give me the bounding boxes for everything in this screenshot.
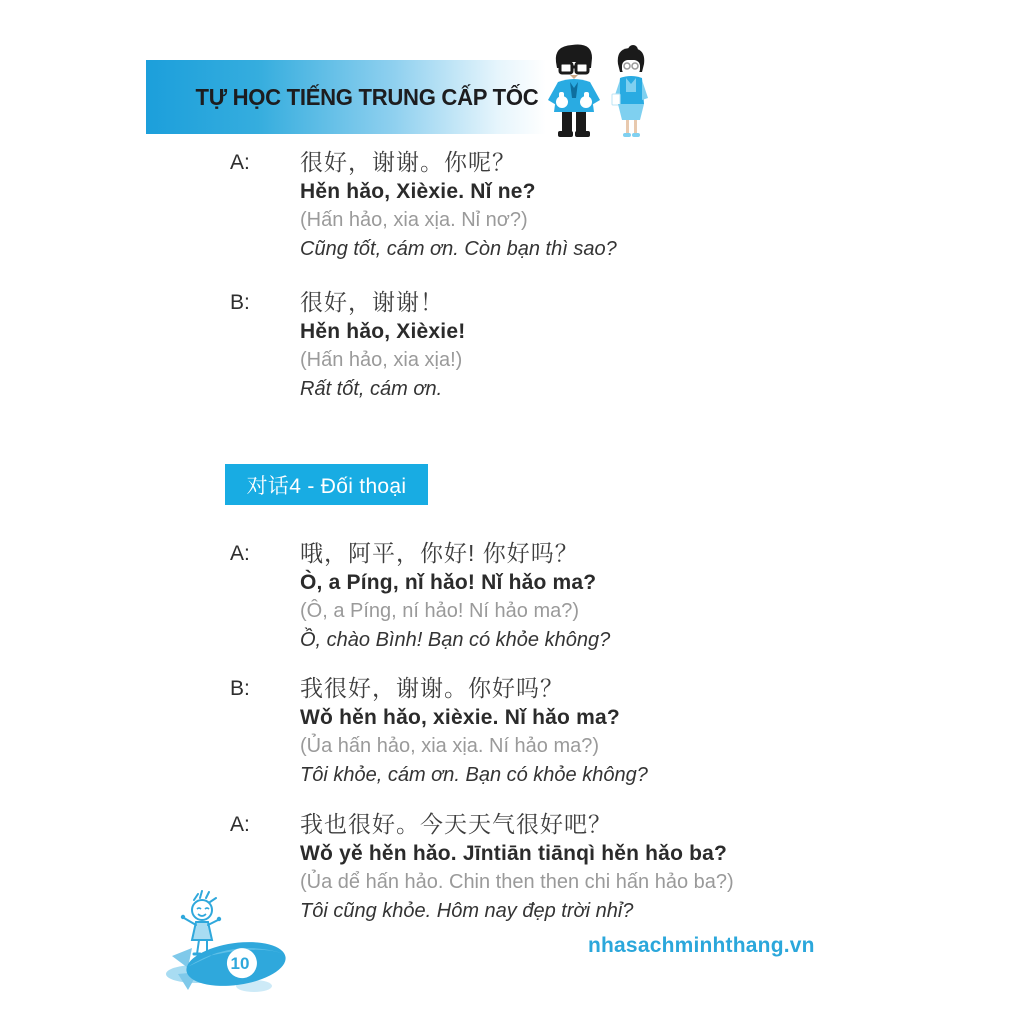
woman-icon — [612, 45, 648, 137]
translation-line: Rất tốt, cám ơn. — [300, 378, 443, 400]
phonetic-line: (Hấn hảo, xia xịa. Nỉ nơ?) — [300, 209, 528, 231]
website-link[interactable]: nhasachminhthang.vn — [588, 934, 815, 957]
girl-icon — [181, 891, 221, 954]
translation-line: Tôi khỏe, cám ơn. Bạn có khỏe không? — [300, 764, 648, 786]
speaker-label: A: — [230, 813, 250, 836]
pinyin-line: Wǒ hěn hǎo, xièxie. Nǐ hǎo ma? — [300, 706, 620, 729]
pinyin-line: Wǒ yě hěn hǎo. Jīntiān tiānqì hěn hǎo ba? — [300, 842, 728, 865]
dialogue-block — [230, 810, 734, 926]
pinyin-line: Hěn hǎo, Xièxie. Nǐ ne? — [300, 180, 536, 203]
speaker-label: B: — [230, 291, 250, 314]
speaker-label: B: — [230, 677, 250, 700]
man-icon — [548, 45, 600, 137]
chinese-line: 哦，阿平，你好! 你好吗？ — [300, 540, 579, 566]
chinese-line: 很好，谢谢。你呢？ — [300, 149, 516, 175]
phonetic-line: (Ô, a Píng, ní hảo! Ní hảo ma?) — [300, 600, 580, 622]
chinese-line: 很好，谢谢！ — [300, 289, 444, 315]
page-title: TỰ HỌC TIẾNG TRUNG CẤP TỐC — [195, 83, 539, 110]
section-heading — [225, 464, 428, 505]
rocket-icon — [166, 936, 288, 992]
dialogue-block — [230, 674, 648, 790]
translation-line: Cũng tốt, cám ơn. Còn bạn thì sao? — [300, 238, 617, 260]
header-bar — [146, 60, 546, 134]
speaker-label: A: — [230, 542, 250, 565]
section-heading-label: 对话4 - Đối thoại — [246, 474, 407, 498]
pinyin-line: Hěn hǎo, Xièxie! — [300, 320, 466, 343]
dialogue-block — [230, 288, 465, 404]
pinyin-line: Ò, a Píng, nǐ hǎo! Nǐ hǎo ma? — [300, 571, 597, 594]
chinese-line: 我也很好。今天天气很好吧？ — [300, 811, 612, 837]
translation-line: Tôi cũng khỏe. Hôm nay đẹp trời nhỉ? — [300, 900, 634, 922]
phonetic-line: (Hấn hảo, xia xịa!) — [300, 349, 463, 371]
chinese-line: 我很好，谢谢。你好吗？ — [300, 675, 564, 701]
dialogue-block — [230, 148, 617, 264]
page-number-mascot-icon — [158, 890, 298, 1007]
translation-line: Ồ, chào Bình! Bạn có khỏe không? — [300, 629, 611, 651]
phonetic-line: (Ủa hấn hảo, xia xịa. Ní hảo ma?) — [300, 735, 600, 757]
speaker-label: A: — [230, 151, 250, 174]
teacher-couple-icon — [536, 42, 658, 145]
dialogue-block — [230, 539, 610, 655]
page-number: 10 — [230, 954, 250, 973]
phonetic-line: (Ủa dể hấn hảo. Chin then then chi hấn hảo ba?) — [300, 871, 734, 893]
